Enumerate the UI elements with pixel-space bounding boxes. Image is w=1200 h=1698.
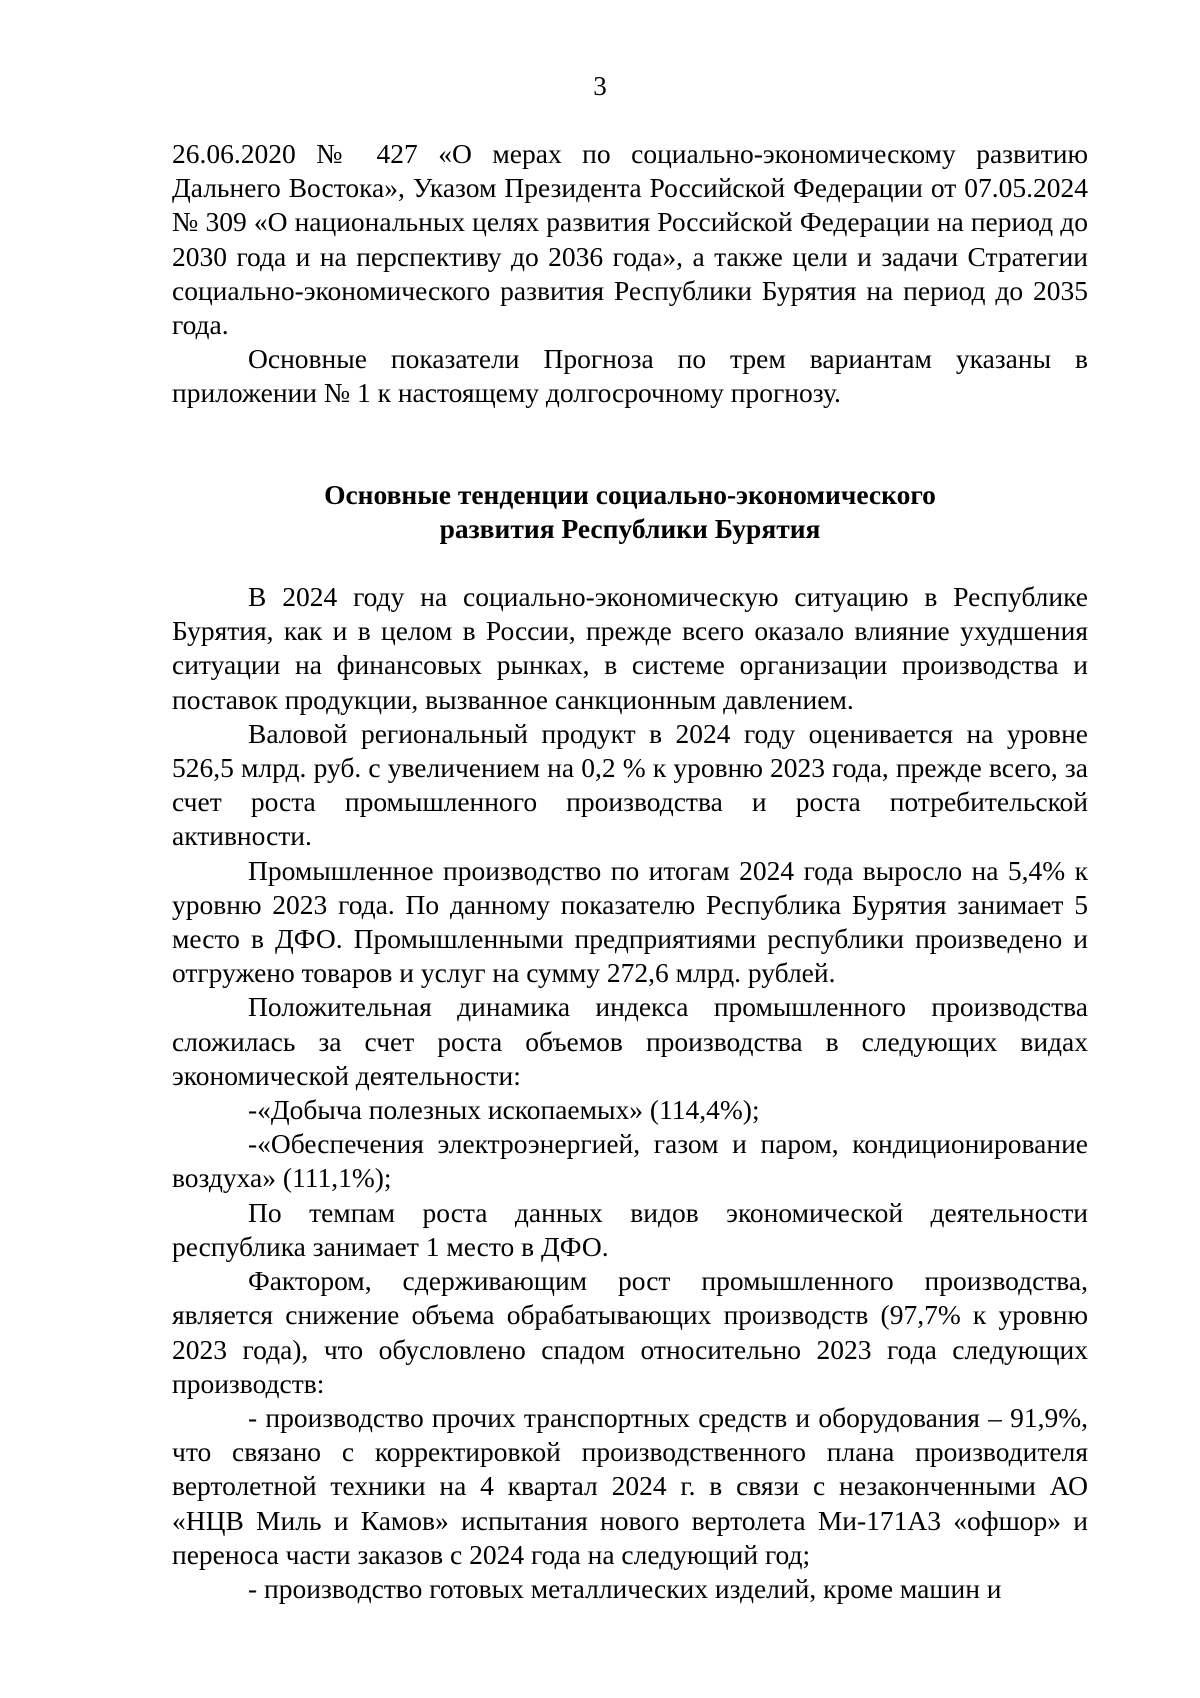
list-item-energy: -«Обеспечения электроэнергией, газом и паром, кондиционирование воздуха» (111,1%); (172, 1128, 1088, 1194)
document-body (172, 137, 1088, 1606)
paragraph-continuation: 26.06.2020 № 427 «О мерах по социально-экономическому развитию Дальнего Востока», Указом Президента Российской Федерации от 07.05.2024 № 309 «О национальных целях развития Российской Федерации на период до 2030 года и на перспективу до 2036 года», а также цели и задачи Стратегии социально-экономического развития Республики Бурятия на период до 2035 года. (172, 138, 1088, 341)
paragraph-growth-rank: По темпам роста данных видов экономической деятельности республика занимает 1 место в ДФО. (172, 1196, 1088, 1262)
section-heading (172, 478, 1088, 546)
section-heading-line-2: развития Республики Бурятия (439, 512, 821, 544)
list-item-mining: -«Добыча полезных ископаемых» (114,4%); (248, 1094, 760, 1126)
paragraph-constraining-factor: Фактором, сдерживающим рост промышленного производства, является снижение объема обрабатывающих производств (97,7% к уровню 2023 года), что обусловлено спадом относительно 2023 года следующих производств: (172, 1265, 1088, 1399)
paragraph-grp: Валовой региональный продукт в 2024 году оценивается на уровне 526,5 млрд. руб. с увеличением на 0,2 % к уровню 2023 года, прежде всего, за счет роста промышленного производства и роста потребительской активности. (172, 717, 1088, 852)
list-item-metal-products: - производство готовых металлических изделий, кроме машин и (248, 1572, 1002, 1604)
paragraph-industrial-production: Промышленное производство по итогам 2024 года выросло на 5,4% к уровню 2023 года. По данному показателю Республика Бурятия занимает 5 место в ДФО. Промышленными предприятиями республики произведено и отгружено товаров и услуг на сумму 272,6 млрд. рублей. (172, 854, 1088, 989)
paragraph-indicators-reference: Основные показатели Прогноза по трем вариантам указаны в приложении № 1 к настоящему долгосрочному прогнозу. (172, 343, 1088, 409)
page-number: 3 (593, 71, 607, 101)
paragraph-situation-2024: В 2024 году на социально-экономическую ситуацию в Республике Бурятия, как и в целом в России, прежде всего оказало влияние ухудшения ситуации на финансовых рынках, в системе организации производства и поставок продукции, вызванное санкционным давлением. (172, 581, 1088, 715)
list-item-transport: - производство прочих транспортных средств и оборудования – 91,9%, что связано с корректировкой производственного плана производителя вертолетной техники на 4 квартал 2024 г. в связи с незаконченными АО «НЦВ Миль и Камов» испытания нового вертолета Ми-171А3 «офшор» и переноса части заказов с 2024 года на следующий год; (172, 1401, 1088, 1570)
section-heading-line-1: Основные тенденции социально-экономического (324, 478, 936, 510)
paragraph-positive-dynamics: Положительная динамика индекса промышленного производства сложилась за счет роста объемов производства в следующих видах экономической деятельности: (172, 991, 1088, 1091)
